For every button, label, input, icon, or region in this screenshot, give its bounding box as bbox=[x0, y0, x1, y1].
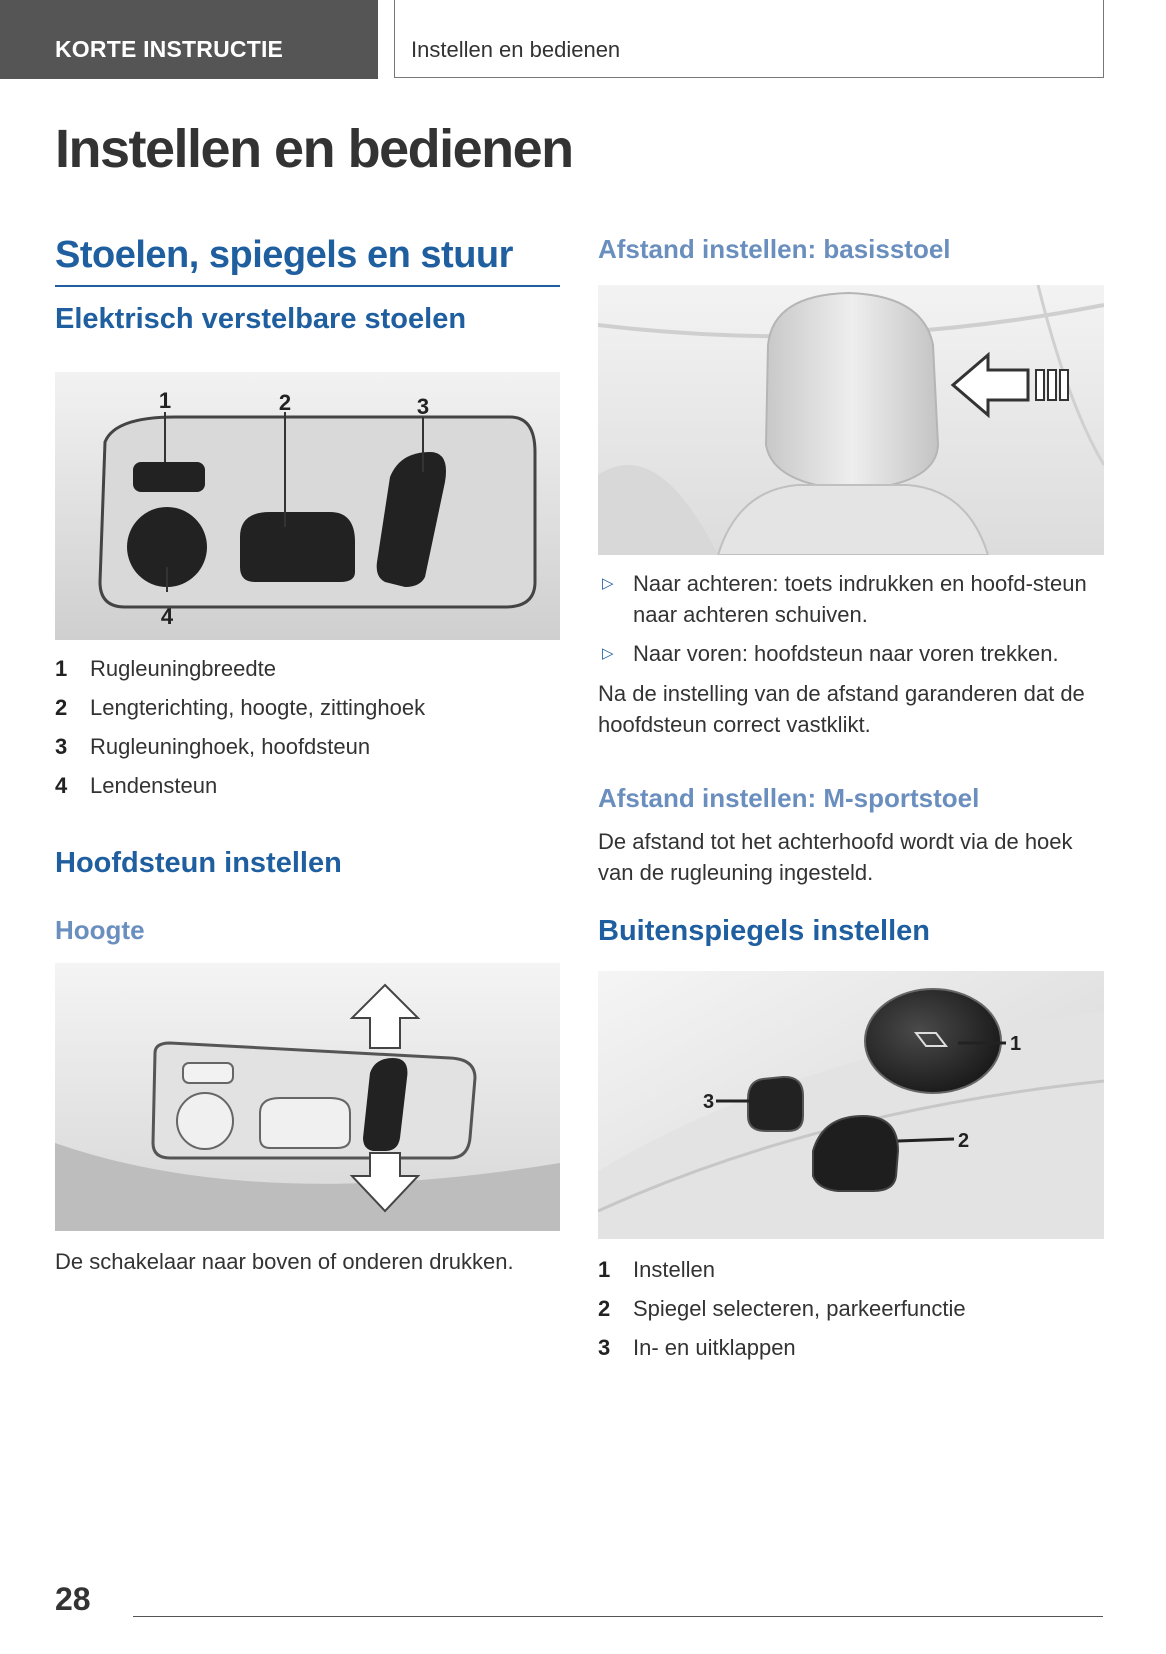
seat-controls-figure bbox=[55, 372, 560, 640]
msport-seat-text: De afstand tot het achterhoofd wordt via de hoek van de rugleuning ingesteld. bbox=[598, 829, 1073, 885]
list-item: 3 In- en uitklappen bbox=[598, 1335, 796, 1360]
chapter-label: KORTE INSTRUCTIE bbox=[55, 36, 284, 62]
seat-callout-1: 1 bbox=[158, 388, 172, 413]
basic-seat-bullets bbox=[598, 568, 1104, 677]
mirror-callout-3: 3 bbox=[703, 1091, 715, 1113]
list-item: 2 Spiegel selecteren, parkeerfunctie bbox=[598, 1296, 966, 1321]
headrest-distance-figure bbox=[598, 285, 1104, 555]
seat-callout-4: 4 bbox=[160, 604, 174, 629]
mirror-controls-figure bbox=[598, 971, 1104, 1239]
mirror-callout-2: 2 bbox=[958, 1130, 970, 1152]
mirrors-heading: Buitenspiegels instellen bbox=[598, 915, 930, 947]
triangle-right-icon: ▷ bbox=[602, 645, 614, 662]
msport-seat-heading: Afstand instellen: M-sportstoel bbox=[598, 783, 980, 813]
section-tab bbox=[394, 0, 1104, 78]
footer-divider bbox=[133, 1616, 1103, 1617]
list-item: 1 Rugleuningbreedte bbox=[55, 656, 276, 681]
seats-heading: Elektrisch verstelbare stoelen bbox=[55, 303, 467, 335]
seat-controls-list bbox=[55, 656, 560, 812]
seat-callout-3: 3 bbox=[416, 394, 430, 419]
headrest-heading: Hoofdsteun instellen bbox=[55, 847, 342, 879]
chapter-tab bbox=[0, 0, 378, 79]
seat-callout-2: 2 bbox=[278, 390, 292, 415]
page-title: Instellen en bedienen bbox=[55, 119, 573, 179]
list-item: 3 Rugleuninghoek, hoofdsteun bbox=[55, 734, 371, 759]
headrest-caption: De schakelaar naar boven of onderen drukken. bbox=[55, 1249, 514, 1274]
headrest-height-figure bbox=[55, 963, 560, 1231]
list-item: 2 Lengterichting, hoogte, zittinghoek bbox=[55, 695, 426, 720]
triangle-right-icon: ▷ bbox=[602, 575, 614, 592]
section-title: Stoelen, spiegels en stuur bbox=[55, 234, 560, 287]
basic-seat-note: Na de instelling van de afstand garanderen dat de hoofdsteun correct vastklikt. bbox=[598, 681, 1085, 737]
basic-seat-heading: Afstand instellen: basisstoel bbox=[598, 234, 951, 264]
height-subheading: Hoogte bbox=[55, 915, 145, 945]
mirror-callout-1: 1 bbox=[1010, 1033, 1022, 1055]
list-item: ▷ Naar voren: hoofdsteun naar voren trekken. bbox=[598, 638, 1104, 669]
list-item: 4 Lendensteun bbox=[55, 773, 218, 798]
section-label: Instellen en bedienen bbox=[411, 37, 621, 62]
page-number: 28 bbox=[55, 1581, 91, 1617]
list-item: ▷ Naar achteren: toets indrukken en hoofd-steun naar achteren schuiven. bbox=[598, 568, 1104, 630]
mirror-controls-list bbox=[598, 1257, 1104, 1374]
list-item: 1 Instellen bbox=[598, 1257, 715, 1282]
